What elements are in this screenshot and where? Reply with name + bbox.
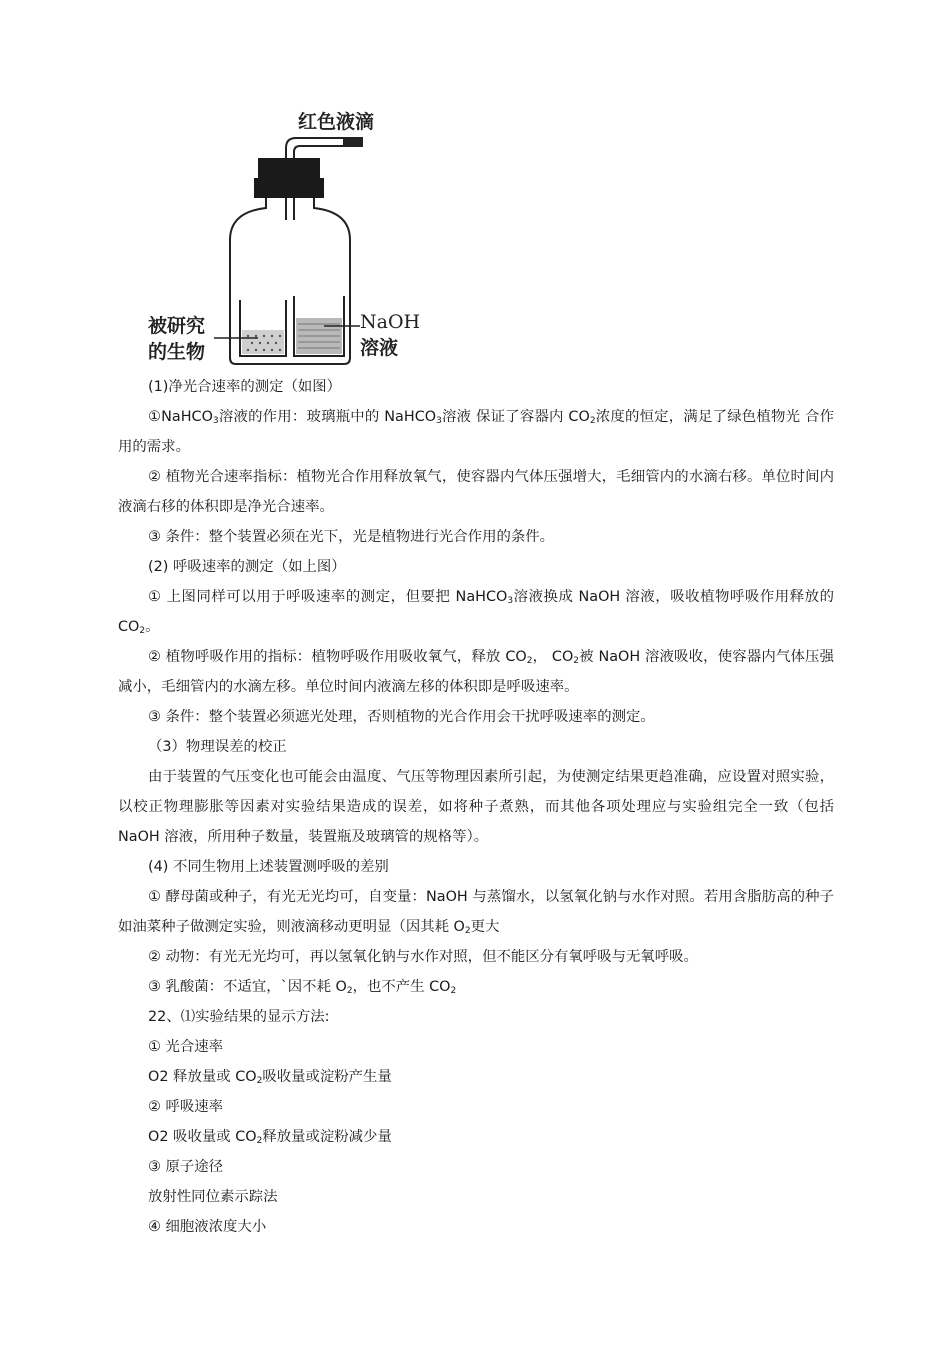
heading-respiration-rate: (2) 呼吸速率的测定（如上图） [148,559,346,575]
label-red-droplet: 红色液滴 [298,111,375,133]
item-atom-pathway: ③ 原子途径 [148,1159,224,1175]
item-isotope-tracing: 放射性同位素示踪法 [148,1189,278,1205]
heading-result-display: 22、⑴实验结果的显示方法: [148,1009,330,1025]
label-organism-1: 被研究 [148,315,206,337]
item-respiration-rate: ② 呼吸速率 [148,1099,224,1115]
apparatus-diagram [148,100,423,368]
label-organism-2: 的生物 [148,341,206,363]
label-naoh: NaOH [360,311,421,333]
para-nahco3-role: ①NaHCO$_3$溶液的作用：玻璃瓶中的 NaHCO$_3$溶液 保证了容器内 $CO_2$浓度的恒定，满足了绿色植物光 合作用的需求。 [118,409,835,455]
label-solution: 溶液 [360,337,399,359]
para-control-experiment: 由于装置的气压变化也可能会由温度、气压等物理因素所引起，为使测定结果更趋准确，应设置对照实验，以校正物理膨胀等因素对实验结果造成的误差，如将种子煮熟，而其他各项处理应与实验组完全一致（包括 NaOH 溶液，所用种子数量，装置瓶及玻璃管的规格等）。 [118,769,834,845]
heading-organism-differences: (4) 不同生物用上述装置测呼吸的差别 [148,859,389,875]
para-yeast-seeds: ① 酵母菌或种子，有光无光均可，自变量：NaOH 与蒸馏水，以氢氧化钠与水作对照。若用含脂肪高的种子如油菜种子做测定实验，则液滴移动更明显（因其耗 $O_2$更大 [118,889,834,936]
para-respiration-indicator: ② 植物呼吸作用的指标：植物呼吸作用吸收氧气，释放 $CO_2$， $CO_2$被 NaOH 溶液吸收，使容器内气体压强减小，毛细管内的水滴左移。单位时间内液滴左移的体积即是呼吸速率。 [118,649,834,695]
heading-error-correction: （3）物理误差的校正 [148,739,287,755]
heading-net-photosynthesis: (1)净光合速率的测定（如图） [148,379,342,395]
item-respiration-measure: O2 吸收量或 $CO_2$释放量或淀粉减少量 [148,1129,392,1146]
stopper-bottom [254,178,324,198]
item-photosynthesis-rate: ① 光合速率 [148,1039,224,1055]
para-dark-condition: ③ 条件：整个装置必须遮光处理，否则植物的光合作用会干扰呼吸速率的测定。 [148,709,655,725]
para-respiration-setup: ① 上图同样可以用于呼吸速率的测定，但要把 NaHCO$_3$溶液换成 NaOH 溶液，吸收植物呼吸作用释放的 $CO_2$。 [118,589,834,636]
item-cell-sap-concentration: ④ 细胞液浓度大小 [148,1219,267,1235]
para-photosynthesis-indicator: ② 植物光合速率指标：植物光合作用释放氧气，使容器内气体压强增大，毛细管内的水滴右移。单位时间内液滴右移的体积即是净光合速率。 [118,469,834,515]
para-animals: ② 动物：有光无光均可，再以氢氧化钠与水作对照，但不能区分有氧呼吸与无氧呼吸。 [148,949,698,965]
item-photosynthesis-measure: O2 释放量或 $CO_2$吸收量或淀粉产生量 [148,1069,392,1086]
stopper-top [258,158,320,180]
document-body [118,372,834,1242]
para-lactic-bacteria: ③ 乳酸菌：不适宜，`因不耗 $O_2$，也不产生 $CO_2$ [148,979,457,996]
red-droplet [343,137,363,147]
para-light-condition: ③ 条件：整个装置必须在光下，光是植物进行光合作用的条件。 [148,529,555,545]
apparatus-figure [148,100,423,368]
